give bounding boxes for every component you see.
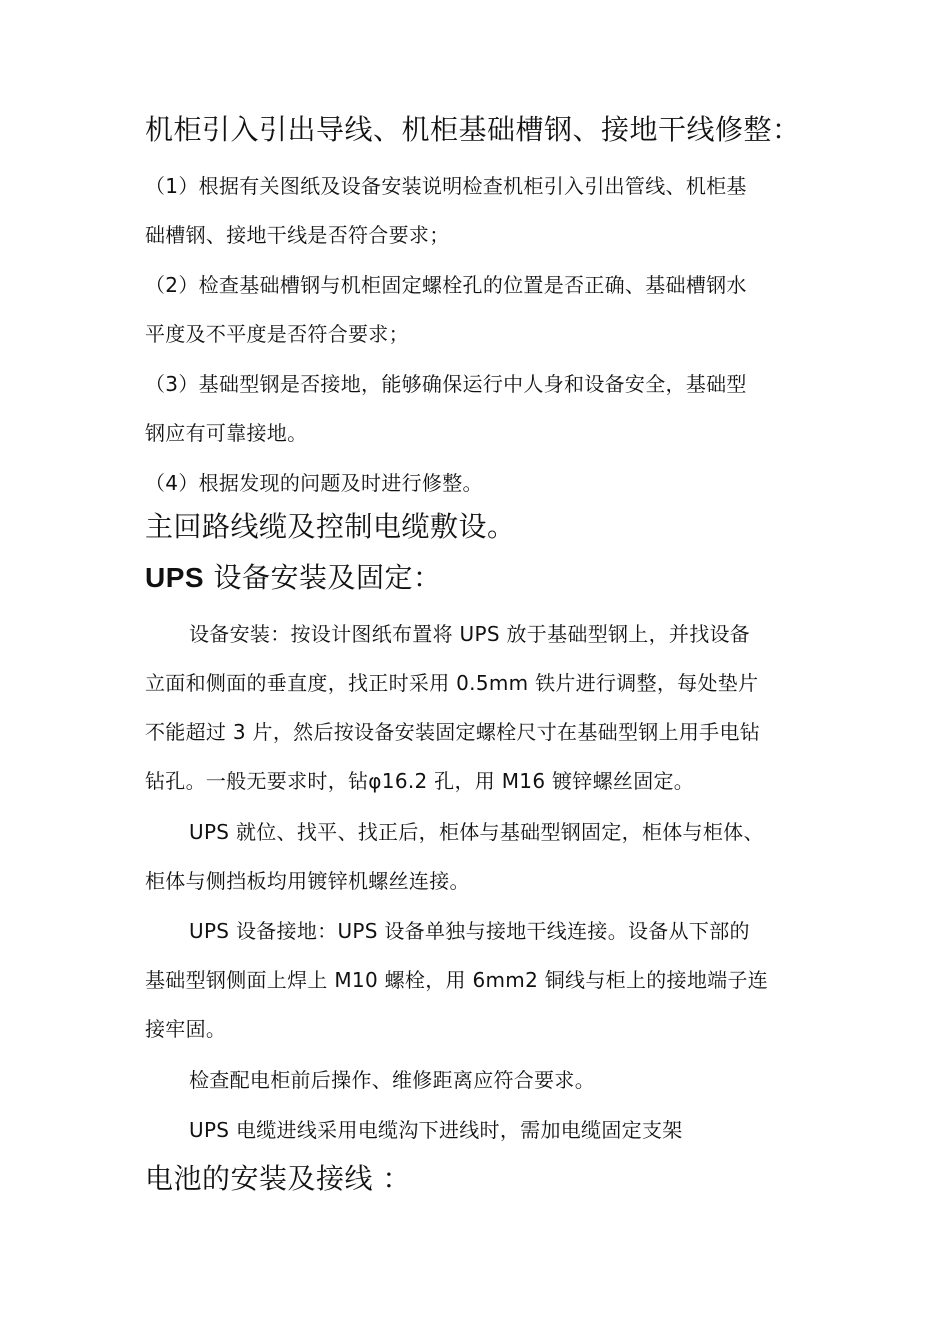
heading-battery-installation: 电池的安装及接线 ： (145, 1162, 411, 1195)
list-item-2 (145, 261, 810, 359)
heading-cabinet-wiring: 机柜引入引出导线、机柜基础槽钢、接地干线修整： (145, 113, 801, 146)
paragraph-3-line-3: 接牢固。 (145, 1017, 227, 1041)
paragraph-1-line-1: 设备安装：按设计图纸布置将 UPS 放于基础型钢上，并找设备 (189, 622, 751, 646)
list-item-1-line-1: （1）根据有关图纸及设备安装说明检查机柜引入引出管线、机柜基 (145, 174, 747, 198)
heading-cable-laying: 主回路线缆及控制电缆敷设。 (145, 510, 516, 543)
paragraph-2-line-1: UPS 就位、找平、找正后，柜体与基础型钢固定，柜体与柜体、 (189, 820, 764, 844)
paragraph-1-line-4: 钻孔。一般无要求时，钻φ16.2 孔，用 M16 镀锌螺丝固定。 (145, 769, 695, 793)
paragraph-1-line-2: 立面和侧面的垂直度，找正时采用 0.5mm 铁片进行调整，每处垫片 (145, 671, 759, 695)
heading-ups-prefix: UPS (145, 562, 205, 593)
paragraph-3-line-2: 基础型钢侧面上焊上 M10 螺栓，用 6mm2 铜线与柜上的接地端子连 (145, 968, 769, 992)
list-item-3 (145, 360, 810, 458)
list-item-3-line-2: 钢应有可靠接地。 (145, 421, 308, 445)
paragraph-ups-positioning (145, 808, 810, 906)
list-item-4-line-1: （4）根据发现的问题及时进行修整。 (145, 471, 483, 495)
paragraph-ups-grounding (145, 907, 810, 1054)
list-item-2-line-2: 平度及不平度是否符合要求； (145, 322, 409, 346)
paragraph-3-line-1: UPS 设备接地：UPS 设备单独与接地干线连接。设备从下部的 (189, 919, 750, 943)
paragraph-clearance-check (145, 1056, 810, 1105)
heading-ups-rest: 设备安装及固定： (204, 561, 442, 594)
list-item-2-line-1: （2）检查基础槽钢与机柜固定螺栓孔的位置是否正确、基础槽钢水 (145, 273, 747, 297)
paragraph-5-line-1: UPS 电缆进线采用电缆沟下进线时，需加电缆固定支架 (189, 1118, 683, 1142)
paragraph-equipment-install (145, 610, 810, 806)
list-item-4 (145, 459, 810, 508)
paragraph-2-line-2: 柜体与侧挡板均用镀锌机螺丝连接。 (145, 869, 470, 893)
list-item-1 (145, 162, 810, 260)
list-item-3-line-1: （3）基础型钢是否接地，能够确保运行中人身和设备安全，基础型 (145, 372, 747, 396)
paragraph-cable-entry (145, 1106, 810, 1155)
paragraph-4-line-1: 检查配电柜前后操作、维修距离应符合要求。 (189, 1068, 595, 1092)
paragraph-1-line-3: 不能超过 3 片，然后按设备安装固定螺栓尺寸在基础型钢上用手电钻 (145, 720, 761, 744)
list-item-1-line-2: 础槽钢、接地干线是否符合要求； (145, 223, 450, 247)
heading-ups-installation (145, 560, 810, 596)
